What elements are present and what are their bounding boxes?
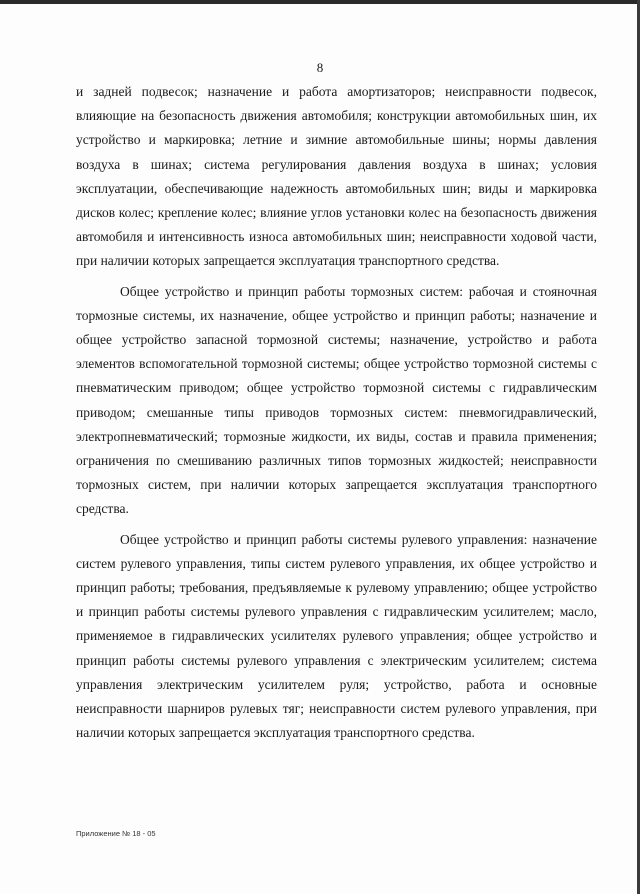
body-text xyxy=(76,80,597,751)
page-number: 8 xyxy=(316,60,324,75)
paragraph-brake-systems: Общее устройство и принцип работы тормозных систем: рабочая и стояночная тормозные системы, их назначение, общее устройство и принцип работы; назначение и общее устройство запасной тормозной системы; назначение, устройство и работа элементов вспомогательной тормозной системы; общее устройство тормозной системы с пневматическим приводом; общее устройство тормозной системы с гидравлическим приводом; смешанные типы приводов тормозных систем: пневмогидравлический, электропневматический; тормозные жидкости, их виды, состав и правила применения; ограничения по смешиванию различных типов тормозных жидкостей; неисправности тормозных систем, при наличии которых запрещается эксплуатация транспортного средства. xyxy=(76,283,597,517)
footer-appendix-label: Приложение № 18 - 05 xyxy=(76,829,156,838)
scan-edge-top xyxy=(0,0,640,4)
paragraph-steering-systems: Общее устройство и принцип работы системы рулевого управления: назначение систем рулевого управления, типы систем рулевого управления, их общее устройство и принцип работы; требования, предъявляемые к рулевому управлению; общее устройство и принцип работы системы рулевого управления с гидравлическим усилителем; масло, применяемое в гидравлических усилителях рулевого управления; общее устройство и принцип работы системы рулевого управления с электрическим усилителем; система управления электрическим усилителем руля; устройство, работа и основные неисправности шарниров рулевых тяг; неисправности систем рулевого управления, при наличии которых запрещается эксплуатация транспортного средства. xyxy=(76,531,597,741)
paragraph-suspension-tires: и задней подвесок; назначение и работа амортизаторов; неисправности подвесок, влияющие на безопасность движения автомобиля; конструкции автомобильных шин, их устройство и маркировка; летние и зимние автомобильные шины; нормы давления воздуха в шинах; система регулирования давления воздуха в шинах; условия эксплуатации, обеспечивающие надежность автомобильных шин; виды и маркировка дисков колес; крепление колес; влияние углов установки колес на безопасность движения автомобиля и интенсивность износа автомобильных шин; неисправности ходовой части, при наличии которых запрещается эксплуатация транспортного средства. xyxy=(76,84,597,269)
